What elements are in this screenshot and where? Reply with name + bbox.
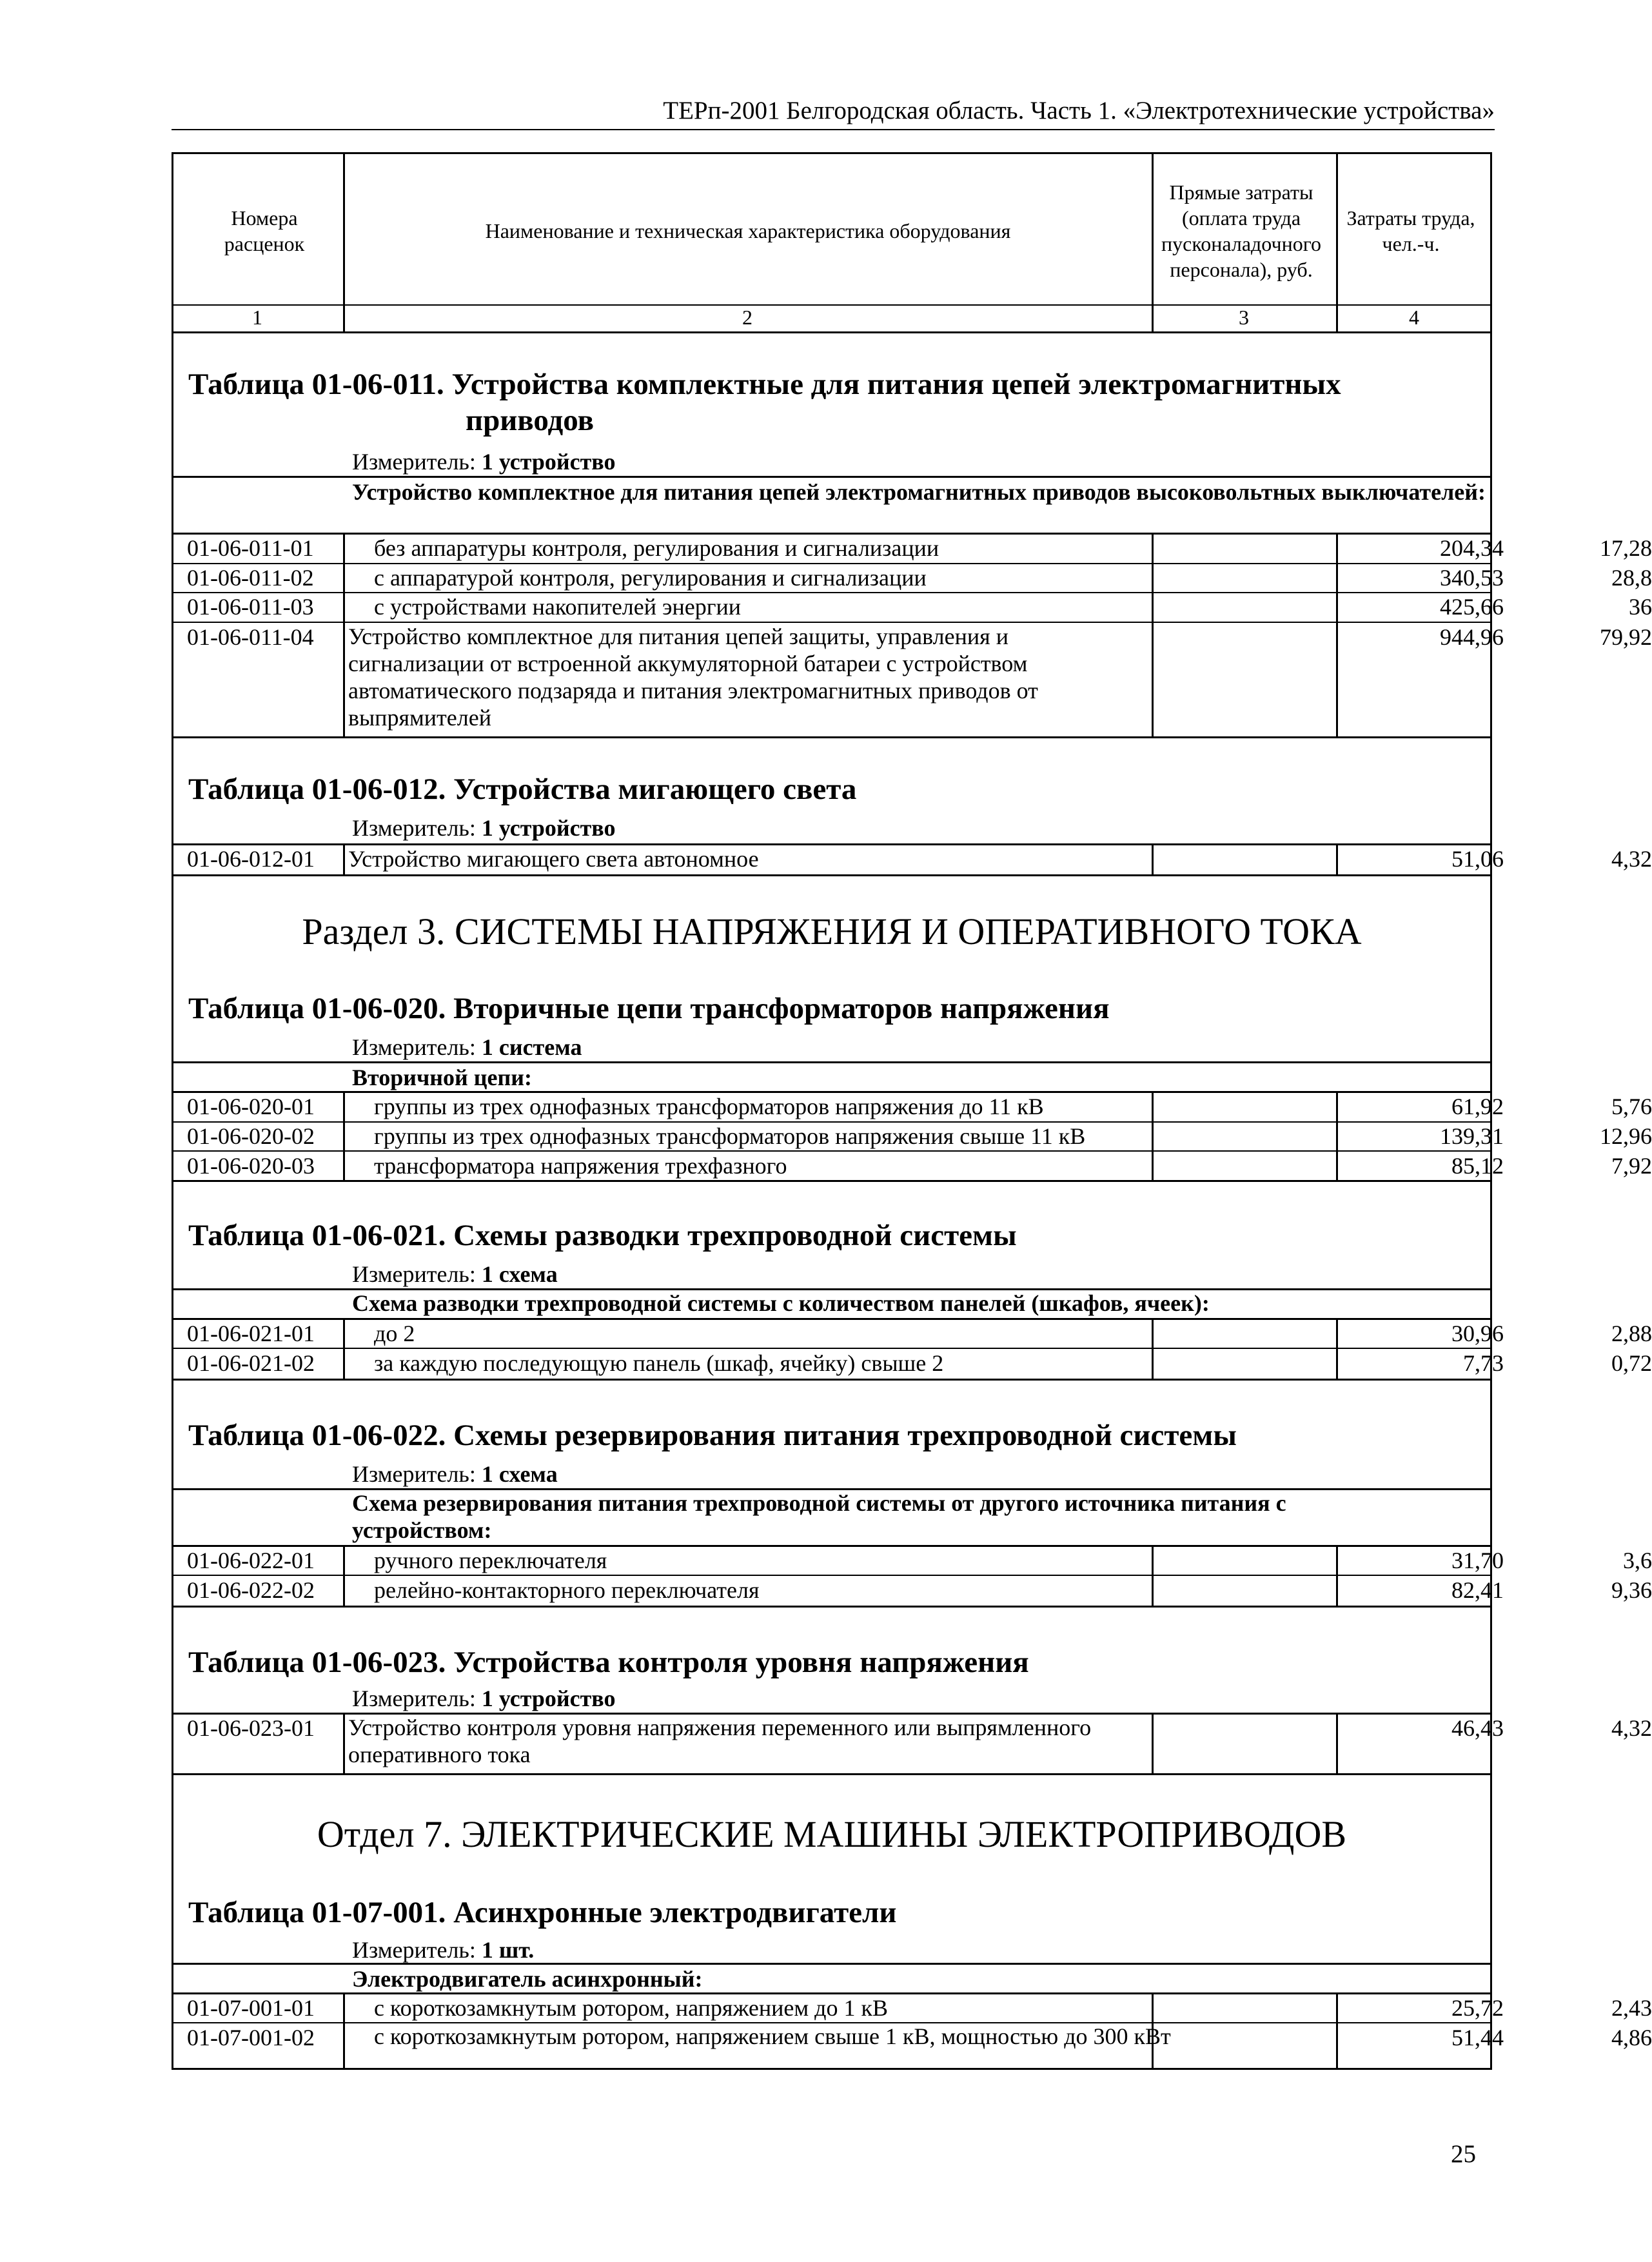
rate-code: 01-06-022-02 bbox=[187, 1577, 315, 1603]
column-divider bbox=[1152, 1994, 1154, 2070]
labor-cost: 2,43 bbox=[1611, 1995, 1652, 2021]
rate-code: 01-06-023-01 bbox=[187, 1715, 315, 1741]
labor-cost: 17,28 bbox=[1600, 535, 1652, 561]
column-divider bbox=[343, 845, 345, 874]
table-title: Таблица 01-06-022. Схемы резервирования питания трехпроводной системы bbox=[188, 1419, 1237, 1452]
column-number-3: 3 bbox=[1239, 306, 1249, 329]
measure-unit bbox=[352, 1460, 558, 1488]
column-divider bbox=[1336, 845, 1338, 874]
table-row bbox=[172, 1092, 1652, 1121]
table-row bbox=[172, 2023, 1652, 2070]
rate-description: с устройствами накопителей энергии bbox=[374, 594, 742, 620]
direct-cost: 51,44 bbox=[1451, 2025, 1504, 2051]
measure-unit-label: Измеритель: bbox=[352, 1034, 476, 1060]
column-number-4: 4 bbox=[1409, 306, 1419, 329]
group-heading: Вторичной цепи: bbox=[352, 1065, 532, 1090]
table-row bbox=[172, 1576, 1652, 1605]
labor-cost: 7,92 bbox=[1611, 1153, 1652, 1179]
rate-code: 01-07-001-02 bbox=[187, 2025, 315, 2051]
rate-description: до 2 bbox=[374, 1321, 415, 1346]
rate-description-text: с короткозамкнутым ротором, напряжением свыше 1 кВ, мощностью до 300 кВт bbox=[374, 2023, 1171, 2049]
column-divider bbox=[343, 534, 345, 736]
row-divider bbox=[172, 874, 1492, 876]
rate-code: 01-06-011-03 bbox=[187, 594, 314, 620]
direct-cost: 25,72 bbox=[1451, 1995, 1504, 2021]
row-divider bbox=[172, 1963, 1492, 1965]
measure-unit-label: Измеритель: bbox=[352, 449, 476, 475]
direct-cost: 61,92 bbox=[1451, 1094, 1504, 1119]
table-row bbox=[172, 593, 1652, 622]
group-heading: Схема разводки трехпроводной системы с количеством панелей (шкафов, ячеек): bbox=[352, 1290, 1210, 1316]
column-divider bbox=[1336, 1546, 1338, 1606]
column-divider bbox=[1336, 1714, 1338, 1773]
measure-unit bbox=[352, 447, 615, 476]
rate-code: 01-06-011-04 bbox=[187, 624, 314, 650]
row-divider bbox=[172, 1180, 1492, 1182]
group-heading: Схема резервирования питания трехпроводной системы от другого источника питания с устройством: bbox=[352, 1490, 1286, 1543]
direct-cost: 139,31 bbox=[1440, 1123, 1504, 1149]
table-row bbox=[172, 1994, 1652, 2023]
rate-code: 01-06-020-02 bbox=[187, 1123, 315, 1149]
table-row bbox=[172, 1714, 1652, 1772]
measure-unit-value: 1 схема bbox=[481, 1461, 558, 1487]
column-number-1: 1 bbox=[252, 306, 262, 329]
column-divider bbox=[1336, 1994, 1338, 2070]
row-divider bbox=[172, 476, 1492, 478]
rate-code: 01-06-021-02 bbox=[187, 1350, 315, 1376]
rate-description: Устройство контроля уровня напряжения переменного или выпрямленного оперативного тока bbox=[348, 1715, 1092, 1767]
labor-cost: 36 bbox=[1629, 594, 1652, 620]
table-title: Таблица 01-07-001. Асинхронные электродвигатели bbox=[188, 1896, 897, 1929]
table-title: Таблица 01-06-023. Устройства контроля уровня напряжения bbox=[188, 1646, 1029, 1679]
column-divider bbox=[1152, 1092, 1154, 1180]
column-number-2: 2 bbox=[742, 306, 752, 329]
rate-code: 01-06-011-02 bbox=[187, 565, 314, 591]
direct-cost: 82,41 bbox=[1451, 1577, 1504, 1603]
labor-cost: 28,8 bbox=[1611, 565, 1652, 591]
measure-unit-value: 1 схема bbox=[481, 1261, 558, 1287]
row-divider bbox=[172, 1773, 1492, 1775]
rate-description: Устройство мигающего света автономное bbox=[348, 846, 759, 872]
measure-unit-value: 1 устройство bbox=[481, 815, 616, 841]
row-divider bbox=[172, 1061, 1492, 1063]
rate-description: трансформатора напряжения трехфазного bbox=[374, 1153, 787, 1179]
table-row bbox=[172, 1152, 1652, 1181]
row-divider bbox=[172, 1379, 1492, 1381]
labor-cost: 79,92 bbox=[1600, 624, 1652, 650]
direct-cost: 425,66 bbox=[1440, 594, 1504, 620]
rate-description: без аппаратуры контроля, регулирования и сигнализации bbox=[374, 535, 939, 561]
labor-cost: 4,32 bbox=[1611, 1715, 1652, 1741]
table-title-line: Таблица 01-06-011. Устройства комплектные для питания цепей электромагнитных bbox=[188, 368, 1341, 401]
rate-code: 01-07-001-01 bbox=[187, 1995, 315, 2021]
labor-cost: 2,88 bbox=[1611, 1321, 1652, 1346]
table-title: Таблица 01-06-020. Вторичные цепи трансформаторов напряжения bbox=[188, 992, 1110, 1025]
column-header-labor: Затраты труда, чел.-ч. bbox=[1346, 206, 1475, 255]
table-row bbox=[172, 564, 1652, 593]
column-divider bbox=[343, 1546, 345, 1606]
row-divider bbox=[172, 736, 1492, 738]
table-row bbox=[172, 1319, 1652, 1348]
labor-cost: 12,96 bbox=[1600, 1123, 1652, 1149]
column-header-codes: Номера расценок bbox=[224, 206, 305, 255]
page-number: 25 bbox=[1451, 2140, 1476, 2168]
labor-cost: 4,86 bbox=[1611, 2025, 1652, 2051]
table-title bbox=[188, 366, 1341, 438]
rate-code: 01-06-021-01 bbox=[187, 1321, 315, 1346]
rate-description: группы из трех однофазных трансформаторов напряжения до 11 кВ bbox=[374, 1094, 1044, 1119]
row-divider bbox=[172, 1606, 1492, 1608]
direct-cost: 7,73 bbox=[1463, 1350, 1504, 1376]
measure-unit-label: Измеритель: bbox=[352, 1937, 476, 1963]
measure-unit bbox=[352, 1033, 582, 1061]
column-divider bbox=[343, 1092, 345, 1180]
measure-unit-value: 1 устройство bbox=[481, 449, 616, 475]
table-row bbox=[172, 534, 1652, 563]
rate-description: за каждую последующую панель (шкаф, ячейку) свыше 2 bbox=[374, 1350, 944, 1376]
column-divider bbox=[1336, 1319, 1338, 1379]
direct-cost: 85,12 bbox=[1451, 1153, 1504, 1179]
column-divider bbox=[343, 1994, 345, 2070]
running-header: ТЕРп-2001 Белгородская область. Часть 1. «Электротехнические устройства» bbox=[172, 94, 1495, 130]
column-divider bbox=[343, 1714, 345, 1773]
rate-code: 01-06-022-01 bbox=[187, 1548, 315, 1573]
labor-cost: 3,6 bbox=[1623, 1548, 1652, 1573]
column-divider bbox=[1152, 1714, 1154, 1773]
measure-unit-value: 1 устройство bbox=[481, 1686, 616, 1711]
measure-unit bbox=[352, 814, 615, 842]
direct-cost: 31,70 bbox=[1451, 1548, 1504, 1573]
measure-unit-label: Измеритель: bbox=[352, 1261, 476, 1287]
measure-unit-value: 1 система bbox=[481, 1034, 582, 1060]
section-heading: Раздел 3. СИСТЕМЫ НАПРЯЖЕНИЯ И ОПЕРАТИВНОГО ТОКА bbox=[302, 910, 1362, 952]
header-divider bbox=[172, 304, 1492, 306]
table-row bbox=[172, 1122, 1652, 1151]
group-heading: Устройство комплектное для питания цепей электромагнитных приводов высоковольтных выключателей: bbox=[352, 479, 1486, 505]
measure-unit bbox=[352, 1684, 615, 1713]
measure-unit-label: Измеритель: bbox=[352, 815, 476, 841]
measure-unit-value: 1 шт. bbox=[481, 1937, 535, 1963]
measure-unit bbox=[352, 1260, 558, 1288]
direct-cost: 340,53 bbox=[1440, 565, 1504, 591]
rate-description bbox=[343, 2023, 1181, 2049]
column-divider bbox=[1336, 534, 1338, 736]
rate-description: с аппаратурой контроля, регулирования и сигнализации bbox=[374, 565, 927, 591]
column-divider bbox=[1152, 1319, 1154, 1379]
table-row bbox=[172, 845, 1652, 874]
column-header-direct-costs: Прямые затраты (оплата труда пусконаладочного персонала), руб. bbox=[1161, 181, 1322, 281]
column-divider bbox=[1152, 534, 1154, 736]
group-heading: Электродвигатель асинхронный: bbox=[352, 1966, 703, 1992]
header-divider bbox=[172, 331, 1492, 333]
table-row bbox=[172, 623, 1652, 734]
table-title: Таблица 01-06-021. Схемы разводки трехпроводной системы bbox=[188, 1219, 1017, 1252]
column-divider bbox=[343, 1319, 345, 1379]
labor-cost: 9,36 bbox=[1611, 1577, 1652, 1603]
direct-cost: 30,96 bbox=[1451, 1321, 1504, 1346]
direct-cost: 944,96 bbox=[1440, 624, 1504, 650]
direct-cost: 51,06 bbox=[1451, 846, 1504, 872]
labor-cost: 4,32 bbox=[1611, 846, 1652, 872]
column-divider bbox=[1152, 845, 1154, 874]
rate-description: с короткозамкнутым ротором, напряжением до 1 кВ bbox=[374, 1995, 888, 2021]
labor-cost: 5,76 bbox=[1611, 1094, 1652, 1119]
column-divider bbox=[1152, 1546, 1154, 1606]
rate-code: 01-06-020-03 bbox=[187, 1153, 315, 1179]
direct-cost: 204,34 bbox=[1440, 535, 1504, 561]
measure-unit bbox=[352, 1936, 534, 1964]
table-title-line: приводов bbox=[466, 404, 594, 437]
measure-unit-label: Измеритель: bbox=[352, 1461, 476, 1487]
table-row bbox=[172, 1546, 1652, 1575]
rate-code: 01-06-020-01 bbox=[187, 1094, 315, 1119]
labor-cost: 0,72 bbox=[1611, 1350, 1652, 1376]
rate-description: ручного переключателя bbox=[374, 1548, 607, 1573]
rate-code: 01-06-012-01 bbox=[187, 846, 315, 872]
table-row bbox=[172, 1349, 1652, 1378]
rate-description: Устройство комплектное для питания цепей защиты, управления и сигнализации от встроенной аккумуляторной батареи с устройством автоматического подзаряда и питания электромагнитных приводов от выпрямителей bbox=[348, 624, 1038, 731]
section-heading: Отдел 7. ЭЛЕКТРИЧЕСКИЕ МАШИНЫ ЭЛЕКТРОПРИВОДОВ bbox=[317, 1813, 1347, 1855]
measure-unit-label: Измеритель: bbox=[352, 1686, 476, 1711]
rate-code: 01-06-011-01 bbox=[187, 535, 314, 561]
column-divider bbox=[1336, 1092, 1338, 1180]
rate-description: релейно-контакторного переключателя bbox=[374, 1577, 760, 1603]
table-title: Таблица 01-06-012. Устройства мигающего света bbox=[188, 772, 857, 806]
direct-cost: 46,43 bbox=[1451, 1715, 1504, 1741]
rate-description: группы из трех однофазных трансформаторов напряжения свыше 11 кВ bbox=[374, 1123, 1086, 1149]
column-header-description: Наименование и техническая характеристика оборудования bbox=[485, 219, 1011, 242]
